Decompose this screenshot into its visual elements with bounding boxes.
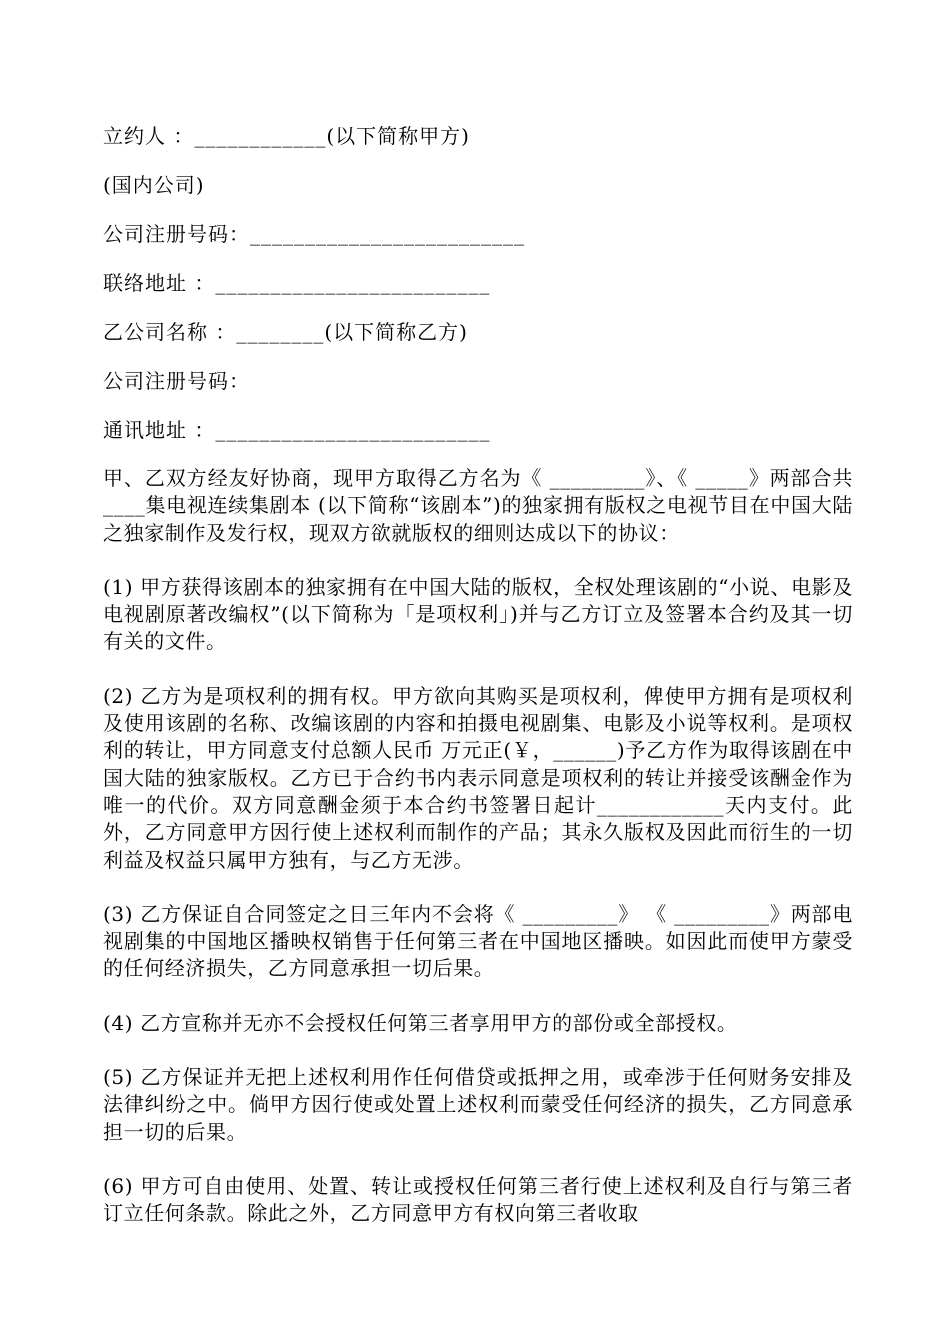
party-b-registration-number-field: 公司注册号码： [103,369,250,393]
party-a-registration-number-field: 公司注册号码：_________________________ [103,222,525,246]
clause-6-paragraph: (6) 甲方可自由使用、处置、转让或授权任何第三者行使上述权利及自行与第三者订立任何条款。除此之外，乙方同意甲方有权向第三者收取 [103,1173,853,1226]
party-a-type-note: (国内公司) [103,173,205,197]
clause-5-paragraph: (5) 乙方保证并无把上述权利用作任何借贷或抵押之用，或牵涉于任何财务安排及法律纠纷之中。倘甲方因行使或处置上述权利而蒙受任何经济的损失，乙方同意承担一切的后果。 [103,1065,853,1144]
preamble-paragraph: 甲、乙双方经友好协商，现甲方取得乙方名为《 _________》、《 _____》两部合共____集电视连续集剧本 (以下简称“该剧本”)的独家拥有版权之电视节目在中国大陆之独家制作及发行权，现双方欲就版权的细则达成以下的协议： [103,466,853,545]
clause-3-paragraph: (3) 乙方保证自合同签定之日三年内不会将《 _________》 《 _________》两部电视剧集的中国地区播映权销售于任何第三者在中国地区播映。如因此而使甲方蒙受的任何经济损失，乙方同意承担一切后果。 [103,901,853,981]
clause-4-paragraph: (4) 乙方宣称并无亦不会授权任何第三者享用甲方的部份或全部授权。 [103,1010,738,1035]
party-b-name-field: 乙公司名称 ：________(以下简称乙方) [103,320,468,344]
party-a-field: 立约人 ：____________(以下简称甲方) [103,124,470,148]
clause-2-paragraph: (2) 乙方为是项权利的拥有权。甲方欲向其购买是项权利，俾使甲方拥有是项权利及使用该剧的名称、改编该剧的内容和拍摄电视剧集、电影及小说等权利。是项权利的转让，甲方同意支付总额人民币 万元正(￥，______)予乙方作为取得该剧在中国大陆的独家版权。乙方已于合约书内表示同意是项权利的转让并接受该酬金作为唯一的代价。双方同意酬金须于本合约书签署日起计____________天内支付。此外，乙方同意甲方因行使上述权利而制作的产品；其永久版权及因此而衍生的一切利益及权益只属甲方独有，与乙方无涉。 [103,683,853,872]
contract-document [103,122,853,1255]
clause-1-paragraph: (1) 甲方获得该剧本的独家拥有在中国大陆的版权，全权处理该剧的“小说、电影及电视剧原著改编权”(以下简称为「是项权利」)并与乙方订立及签署本合约及其一切有关的文件。 [103,574,853,654]
party-b-address-field: 通讯地址 ：_________________________ [103,418,491,442]
party-a-address-field: 联络地址 ：_________________________ [103,271,491,295]
